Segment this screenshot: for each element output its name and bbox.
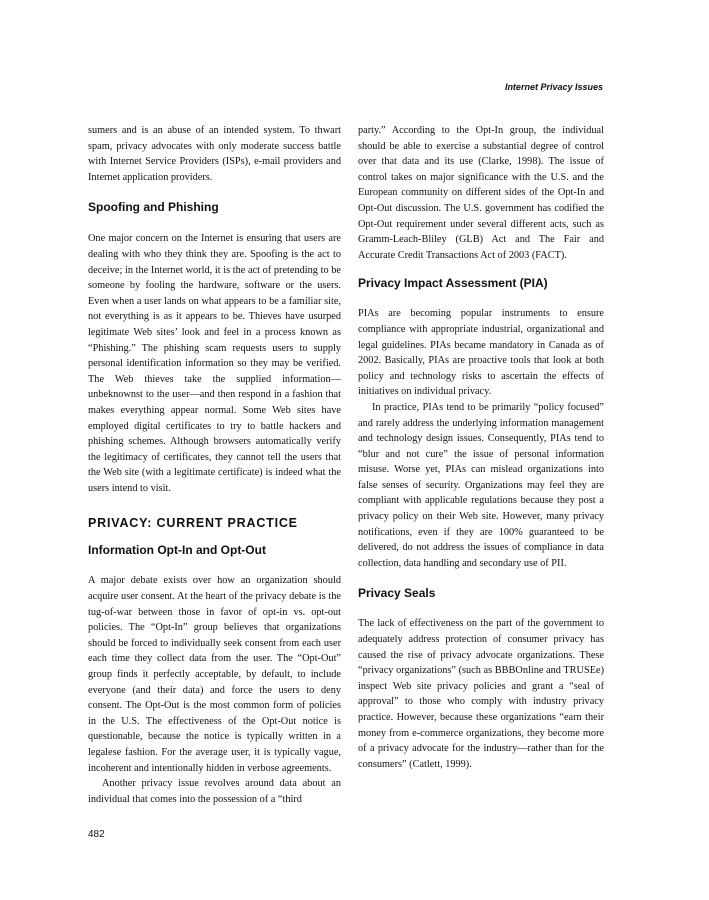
paragraph-spoofing: One major concern on the Internet is ensuring that users are dealing with who they think they are. Spoofing is the act to deceive; in the Internet world, it is the act of pretending to be someone by fooling the hardware, software or the users. Even when a user lands on what appears to be a familiar site, not everything is as it appears to be. Thieves have usurped legitimate Web sites’ look and feel in a process known as “Phishing.” The phishing scam requests users to supply personal identification information so they may be verified. The Web thieves take the supplied information—unbeknownst to the user—and then respond in a fashion that makes everything appear normal. Some Web sites have employed digital certificates to try to battle hackers and phishing schemes. Although browsers automatically verify the legitimacy of certificates, they cannot tell the users that the Web site (with a legitimate certificate) is indeed what the users intend to visit.	[88, 233, 341, 494]
page-number: 482	[88, 829, 105, 840]
paragraph-intro: sumers and is an abuse of an intended system. To thwart spam, privacy advocates with only moderate success battle with Internet Service Providers (ISPs), e-mail providers and Internet application providers.	[88, 125, 341, 183]
heading-spoofing-phishing: Spoofing and Phishing	[88, 200, 219, 215]
right-column	[358, 123, 604, 772]
paragraph-pia: PIAs are becoming popular instruments to ensure compliance with appropriate industrial, organizational and legal guidelines. PIAs became mandatory in Canada as of 2002. Basically, PIAs are proactive tools that look at both policy and technology risks to ascertain the effects of initiatives on individual privacy.	[358, 308, 604, 398]
heading-opt-in-opt-out: Information Opt-In and Opt-Out	[88, 543, 266, 558]
paragraph-another-issue: Another privacy issue revolves around data about an individual that comes into the possession of a “third	[88, 778, 341, 805]
running-header: Internet Privacy Issues	[504, 82, 603, 92]
heading-privacy-current-practice: PRIVACY: CURRENT PRACTICE	[88, 516, 298, 531]
paragraph-opt-in: A major debate exists over how an organization should acquire user consent. At the heart of the privacy debate is the tug-of-war between those in favor of opt-in vs. opt-out policies. The “Opt-In” group believes that organizations should be forced to individually seek consent from each user each time they collect data from the user. The “Opt-Out” group finds it perfectly acceptable, by default, to include everyone (and their data) and force the users to deny consent. The Opt-Out is the most common form of policies in the U.S. The effectiveness of the Opt-Out notice is questionable, because the notice is typically written in a legalese fashion. For the average user, it is typically vague, incoherent and intentionally hidden in verbose agreements.	[88, 575, 341, 774]
heading-privacy-seals: Privacy Seals	[358, 586, 436, 601]
left-column	[88, 123, 341, 807]
paragraph-in-practice: In practice, PIAs tend to be primarily “policy focused” and rarely address the underlying information management and technology design issues. Consequently, PIAs tend to “blur and not cure” the issue of personal information misuse. Worse yet, PIAs can mislead organizations into false senses of security. Organizations may feel they are compliant with applicable regulations because they post a privacy policy on their Web site. However, many privacy notifications, even if they are 100% guaranteed to be delivered, do not address the issues of compliance in data collection, data handling and secondary use of PII.	[358, 401, 604, 569]
heading-pia: Privacy Impact Assessment (PIA)	[358, 276, 548, 291]
paragraph-privacy-seals: The lack of effectiveness on the part of the government to adequately address protection of consumer privacy has caused the rise of privacy advocate organizations. These “privacy organizations” (such as BBBOnline and TRUSEe) inspect Web site privacy policies and grant a “seal of approval” to those who comply with industry privacy practice. However, because these organizations “earn their money from e-commerce organizations, they become more of a privacy advocate for the industry—rather than for the consumers” (Catlett, 1999).	[358, 618, 604, 770]
paragraph-party: party.” According to the Opt-In group, the individual should be able to exercise a substantial degree of control over that data and its use (Clarke, 1998). The issue of control takes on major significance with the U.S. and the European community on different sides of the Opt-In and Opt-Out discussion. The U.S. government has codified the Opt-Out requirement under several different acts, such as Gramm-Leach-Bliley (GLB) Act and The Fair and Accurate Credit Transactions Act of 2003 (FACT).	[358, 125, 604, 261]
